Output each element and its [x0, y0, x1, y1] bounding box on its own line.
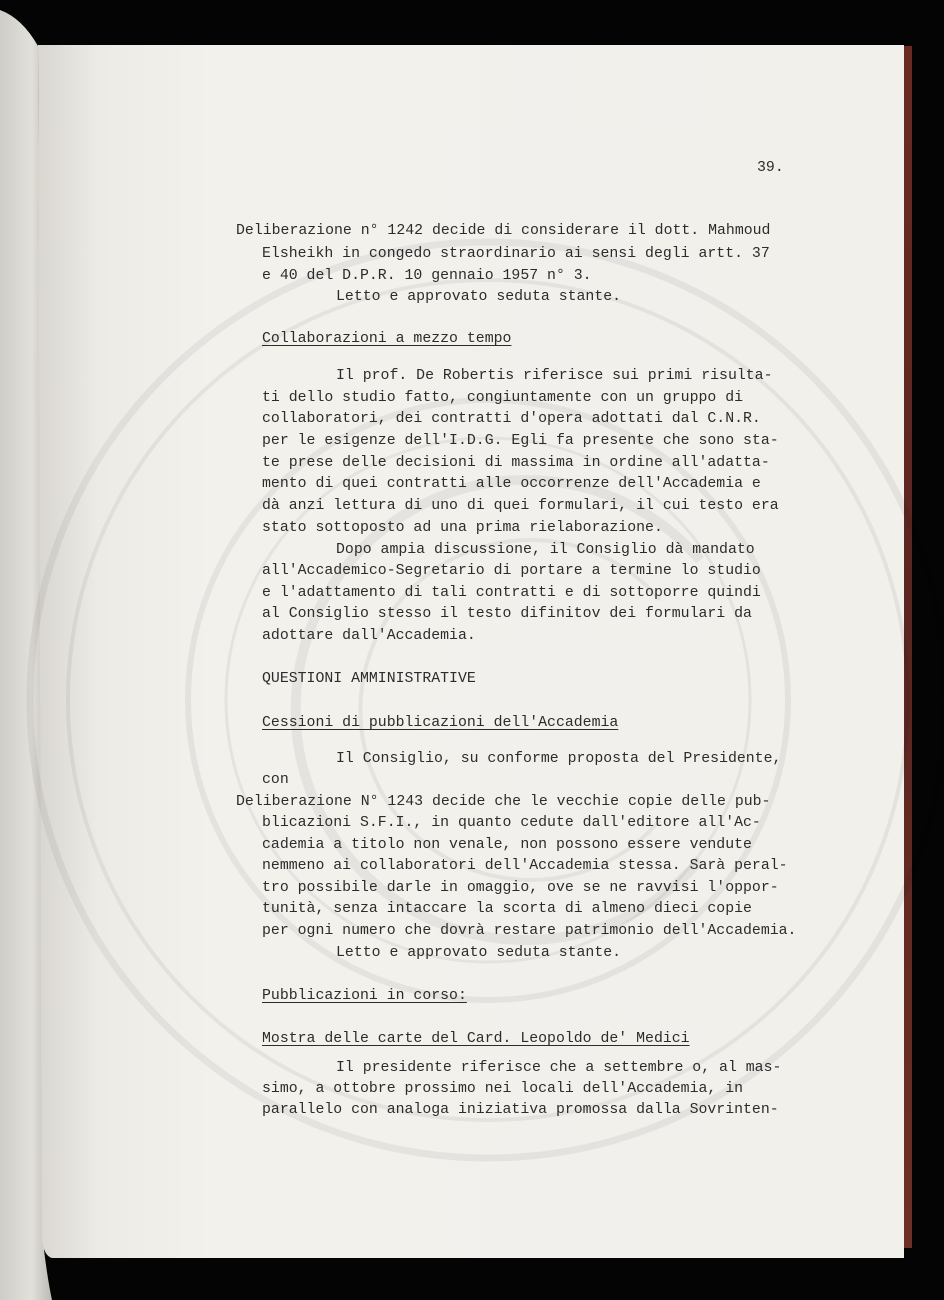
text-line: dà anzi lettura di uno di quei formulari, il cui testo era: [262, 498, 779, 514]
text-line: adottare dall'Accademia.: [262, 628, 476, 644]
text-line: tunità, senza intaccare la scorta di almeno dieci copie: [262, 901, 752, 917]
text-line: per le esigenze dell'I.D.G. Egli fa presente che sono sta-: [262, 433, 779, 449]
text-line: per ogni numero che dovrà restare patrimonio dell'Accademia.: [262, 923, 797, 939]
text-line: te prese delle decisioni di massima in ordine all'adatta-: [262, 455, 770, 471]
section-heading: Collaborazioni a mezzo tempo: [262, 331, 512, 347]
text-line: parallelo con analoga iniziativa promossa dalla Sovrinten-: [262, 1102, 779, 1118]
text-line: simo, a ottobre prossimo nei locali dell'Accademia, in: [262, 1081, 744, 1097]
text-line: collaboratori, dei contratti d'opera adottati dal C.N.R.: [262, 411, 761, 427]
approval-line: Letto e approvato seduta stante.: [336, 945, 622, 961]
text-line: blicazioni S.F.I., in quanto cedute dall'editore all'Ac-: [262, 815, 761, 831]
section-heading: Pubblicazioni in corso:: [262, 988, 467, 1004]
page-number: 39.: [757, 160, 784, 176]
subsection-heading: Mostra delle carte del Card. Leopoldo de' Medici: [262, 1031, 690, 1047]
text-line: Dopo ampia discussione, il Consiglio dà mandato: [336, 542, 755, 558]
text-line: e l'adattamento di tali contratti e di sottoporre quindi: [262, 585, 761, 601]
text-line: Elsheikh in congedo straordinario ai sensi degli artt. 37: [262, 246, 770, 262]
text-line: Il presidente riferisce che a settembre o, al mas-: [336, 1060, 782, 1076]
text-line: Deliberazione n° 1242 decide di considerare il dott. Mahmoud: [236, 223, 771, 239]
text-line: Il prof. De Robertis riferisce sui primi risulta-: [336, 368, 773, 384]
text-line: con: [262, 772, 289, 788]
text-line: Il Consiglio, su conforme proposta del Presidente,: [336, 751, 782, 767]
text-line: nemmeno ai collaboratori dell'Accademia stessa. Sarà peral-: [262, 858, 788, 874]
text-line: cademia a titolo non venale, non possono essere vendute: [262, 837, 752, 853]
text-line: stato sottoposto ad una prima rielaborazione.: [262, 520, 663, 536]
text-line: tro possibile darle in omaggio, ove se ne ravvisi l'oppor-: [262, 880, 779, 896]
text-line: e 40 del D.P.R. 10 gennaio 1957 n° 3.: [262, 268, 592, 284]
approval-line: Letto e approvato seduta stante.: [336, 289, 622, 305]
text-line: Deliberazione N° 1243 decide che le vecchie copie delle pub-: [236, 794, 771, 810]
chapter-heading: QUESTIONI AMMINISTRATIVE: [262, 671, 476, 687]
text-line: all'Accademico-Segretario di portare a termine lo studio: [262, 563, 761, 579]
section-heading: Cessioni di pubblicazioni dell'Accademia: [262, 715, 619, 731]
text-line: mento di quei contratti alle occorrenze dell'Accademia e: [262, 476, 761, 492]
text-line: ti dello studio fatto, congiuntamente con un gruppo di: [262, 390, 744, 406]
text-line: al Consiglio stesso il testo difinitov dei formulari da: [262, 606, 752, 622]
